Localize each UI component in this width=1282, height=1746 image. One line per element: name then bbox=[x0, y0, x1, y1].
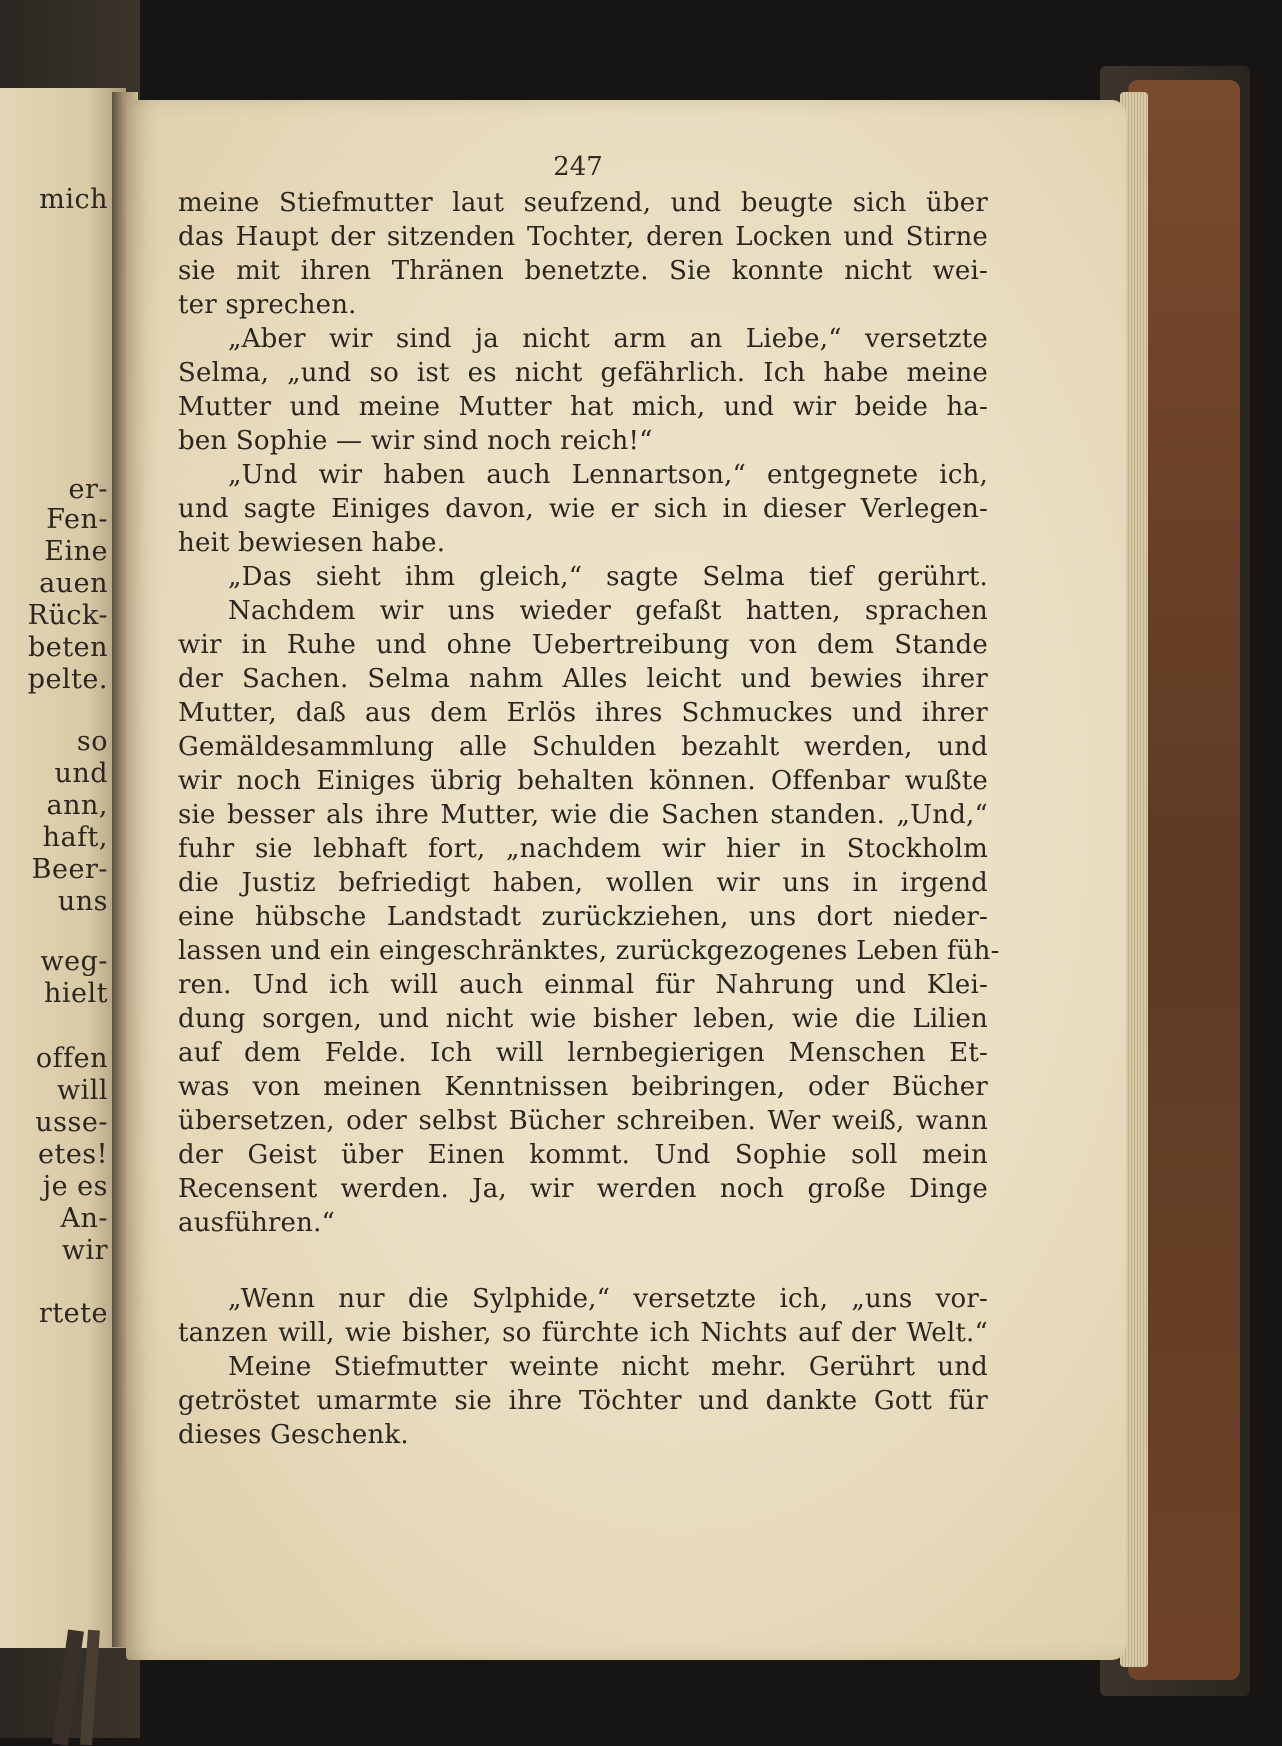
text-line: Mutter und meine Mutter hat mich, und wir beide ha- bbox=[178, 392, 988, 422]
left-fragment: ann, bbox=[46, 790, 108, 821]
left-fragment: An- bbox=[60, 1203, 108, 1234]
left-fragment: offen bbox=[35, 1043, 108, 1074]
text-line: auf dem Felde. Ich will lernbegierigen Menschen Et- bbox=[178, 1038, 988, 1068]
left-fragment: wir bbox=[61, 1235, 108, 1266]
text-line: die Justiz befriedigt haben, wollen wir uns in irgend bbox=[178, 868, 988, 898]
left-fragment: Rück- bbox=[27, 600, 108, 631]
left-fragment: will bbox=[56, 1075, 108, 1106]
left-fragment: je es bbox=[42, 1171, 108, 1202]
text-line: sie besser als ihre Mutter, wie die Sachen standen. „Und,“ bbox=[178, 800, 988, 830]
text-line: „Wenn nur die Sylphide,“ versetzte ich, „uns vor- bbox=[228, 1284, 988, 1314]
text-line: eine hübsche Landstadt zurückziehen, uns dort nieder- bbox=[178, 902, 988, 932]
text-line: Nachdem wir uns wieder gefaßt hatten, sprachen bbox=[228, 596, 988, 626]
text-line: Meine Stiefmutter weinte nicht mehr. Gerührt und bbox=[228, 1352, 988, 1382]
left-fragment: etes! bbox=[37, 1139, 108, 1170]
text-line: und sagte Einiges davon, wie er sich in dieser Verlegen- bbox=[178, 494, 988, 524]
text-line: „Aber wir sind ja nicht arm an Liebe,“ versetzte bbox=[228, 324, 988, 354]
text-line: der Geist über Einen kommt. Und Sophie soll mein bbox=[178, 1140, 988, 1170]
text-line: sie mit ihren Thränen benetzte. Sie konnte nicht wei- bbox=[178, 256, 988, 286]
text-line: wir noch Einiges übrig behalten können. Offenbar wußte bbox=[178, 766, 988, 796]
page-number: 247 bbox=[553, 152, 603, 182]
text-line: dieses Geschenk. bbox=[178, 1420, 409, 1450]
text-line: ren. Und ich will auch einmal für Nahrung und Klei- bbox=[178, 970, 988, 1000]
text-line: tanzen will, wie bisher, so fürchte ich Nichts auf der Welt.“ bbox=[178, 1318, 988, 1348]
left-fragment: mich bbox=[39, 184, 108, 215]
text-line: Mutter, daß aus dem Erlös ihres Schmuckes und ihrer bbox=[178, 698, 988, 728]
text-line: meine Stiefmutter laut seufzend, und beugte sich über bbox=[178, 188, 988, 218]
text-line: das Haupt der sitzenden Tochter, deren Locken und Stirne bbox=[178, 222, 988, 252]
text-line: ter sprechen. bbox=[178, 290, 357, 320]
text-line: was von meinen Kenntnissen beibringen, oder Bücher bbox=[178, 1072, 988, 1102]
text-line: getröstet umarmte sie ihre Töchter und dankte Gott für bbox=[178, 1386, 988, 1416]
left-fragment: hielt bbox=[44, 978, 108, 1009]
text-line: übersetzen, oder selbst Bücher schreiben. Wer weiß, wann bbox=[178, 1106, 988, 1136]
left-fragment: Eine bbox=[44, 536, 108, 567]
text-line: fuhr sie lebhaft fort, „nachdem wir hier in Stockholm bbox=[178, 834, 988, 864]
left-fragment: rtete bbox=[38, 1298, 108, 1329]
text-line: der Sachen. Selma nahm Alles leicht und bewies ihrer bbox=[178, 664, 988, 694]
left-fragment: auen bbox=[39, 568, 108, 599]
left-fragment: haft, bbox=[42, 822, 108, 853]
left-fragment: usse- bbox=[35, 1107, 108, 1138]
text-line: Recensent werden. Ja, wir werden noch große Dinge bbox=[178, 1174, 988, 1204]
left-fragment: weg- bbox=[40, 946, 108, 977]
text-line: Selma, „und so ist es nicht gefährlich. Ich habe meine bbox=[178, 358, 988, 388]
left-fragment: und bbox=[54, 758, 108, 789]
left-fragment: so bbox=[76, 726, 108, 757]
text-line: „Und wir haben auch Lennartson,“ entgegnete ich, bbox=[228, 460, 988, 490]
text-line: wir in Ruhe und ohne Uebertreibung von dem Stande bbox=[178, 630, 988, 660]
left-fragment: uns bbox=[57, 886, 108, 917]
left-fragment: Fen- bbox=[46, 504, 108, 535]
left-fragment: Beer- bbox=[31, 854, 108, 885]
text-line: Gemäldesammlung alle Schulden bezahlt werden, und bbox=[178, 732, 988, 762]
text-line: dung sorgen, und nicht wie bisher leben, wie die Lilien bbox=[178, 1004, 988, 1034]
left-fragment: er- bbox=[68, 474, 108, 505]
text-line: ausführen.“ bbox=[178, 1208, 336, 1238]
left-fragment: beten bbox=[28, 632, 108, 663]
text-line: lassen und ein eingeschränktes, zurückgezogenes Leben füh- bbox=[178, 936, 1000, 966]
text-line: „Das sieht ihm gleich,“ sagte Selma tief gerührt. bbox=[228, 562, 988, 592]
text-line: ben Sophie — wir sind noch reich!“ bbox=[178, 426, 653, 456]
left-fragment: pelte. bbox=[27, 664, 108, 695]
text-line: heit bewiesen habe. bbox=[178, 528, 446, 558]
left-page bbox=[0, 88, 126, 1648]
